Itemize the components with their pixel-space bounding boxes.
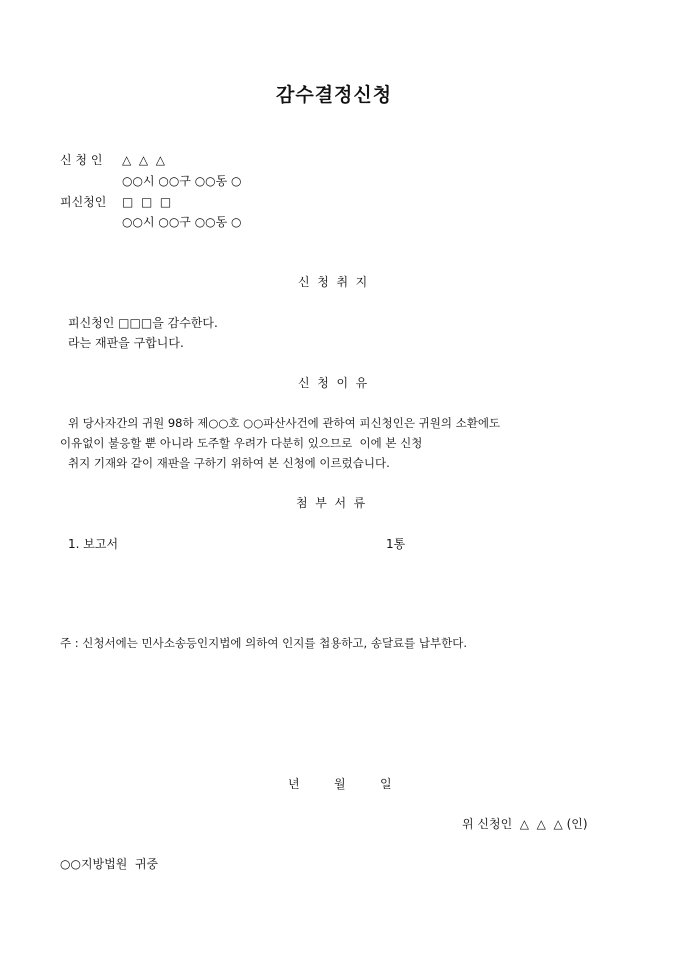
date-month: 월: [334, 777, 346, 791]
court-addressee: ○○지방법원 귀중: [60, 857, 159, 871]
respondent-address: ○○시 ○○구 ○○동 ○: [122, 215, 242, 229]
signature: 위 신청인 △ △ △ (인): [462, 817, 588, 831]
applicant-label: 신 청 인: [60, 153, 103, 167]
attachment-count: 1통: [386, 537, 406, 551]
date-day: 일: [380, 777, 392, 791]
attachments-heading: 첨 부 서 류: [296, 496, 366, 510]
purpose-line-2: 라는 재판을 구합니다.: [68, 336, 184, 350]
respondent-label: 피신청인: [60, 195, 107, 209]
reason-line-3: 취지 기재와 같이 재판을 구하기 위하여 본 신청에 이르렀습니다.: [68, 456, 390, 470]
purpose-line-1: 피신청인 □□□을 감수한다.: [68, 316, 218, 330]
date-year: 년: [288, 777, 300, 791]
applicant-address: ○○시 ○○구 ○○동 ○: [122, 174, 242, 188]
respondent-name: □ □ □: [122, 195, 172, 209]
reason-line-2: 이유없이 불응할 뿐 아니라 도주할 우려가 다분히 있으므로 이에 본 신청: [60, 436, 423, 450]
attachment-item: 1. 보고서: [68, 537, 119, 551]
applicant-name: △ △ △: [122, 153, 165, 167]
document-title: 감수결정신청: [276, 84, 393, 106]
reason-line-1: 위 당사자간의 귀원 98하 제○○호 ○○파산사건에 관하여 피신청인은 귀원의 소환에도: [68, 416, 501, 430]
note: 주 : 신청서에는 민사소송등인지법에 의하여 인지를 첩용하고, 송달료를 납부한다.: [60, 636, 468, 650]
reason-heading: 신 청 이 유: [298, 376, 368, 390]
purpose-heading: 신 청 취 지: [298, 275, 368, 289]
